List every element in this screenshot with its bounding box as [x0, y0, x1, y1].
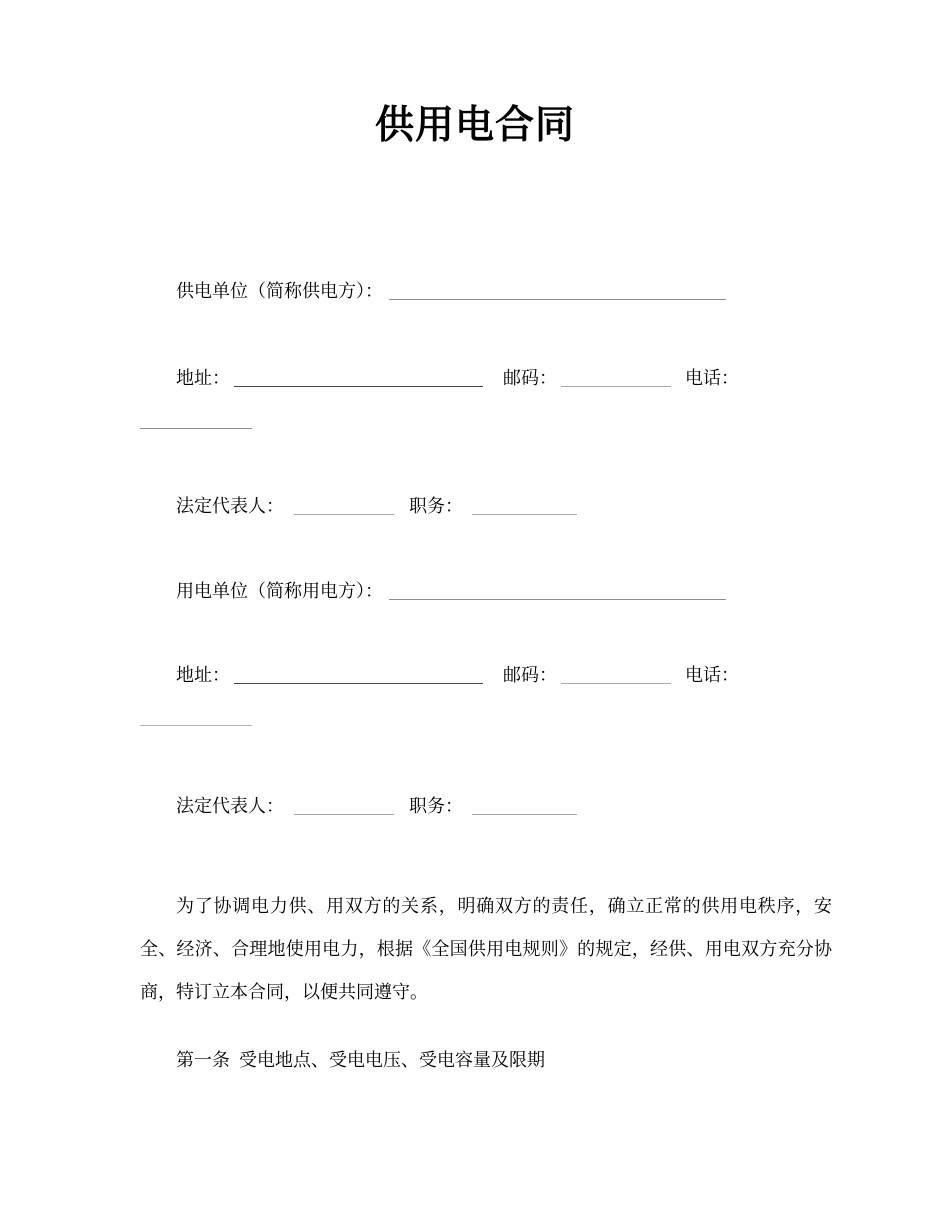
supplier-phone-blank — [140, 414, 252, 429]
supplier-postcode-label: 邮码： — [503, 368, 557, 388]
supplier-postcode-blank — [561, 372, 671, 387]
consumer-legal-rep-row — [140, 785, 832, 828]
consumer-position-label: 职务： — [409, 796, 463, 816]
consumer-unit-row — [140, 570, 832, 613]
supplier-address-blank — [234, 372, 483, 387]
supplier-position-label: 职务： — [409, 496, 463, 516]
supplier-phone-label: 电话： — [685, 368, 739, 388]
consumer-address-label: 地址： — [176, 665, 230, 685]
supplier-phone-blank-row — [140, 399, 832, 442]
clause1-title: 受电地点、受电电压、受电容量及限期 — [239, 1050, 545, 1070]
supplier-address-row — [140, 357, 832, 400]
consumer-phone-blank — [140, 711, 252, 726]
consumer-postcode-blank — [561, 669, 671, 684]
supplier-address-label: 地址： — [176, 368, 230, 388]
consumer-legal-rep-blank — [294, 800, 394, 815]
supplier-legal-rep-blank — [294, 500, 394, 515]
consumer-unit-blank — [389, 585, 726, 600]
clause1-heading — [140, 1039, 832, 1082]
supplier-unit-row — [140, 270, 832, 313]
clause1-number: 第一条 — [176, 1050, 230, 1070]
consumer-legal-rep-label: 法定代表人： — [176, 796, 284, 816]
consumer-phone-label: 电话： — [685, 665, 739, 685]
consumer-address-row — [140, 654, 832, 697]
supplier-unit-label: 供电单位（简称供电方）： — [176, 281, 383, 301]
supplier-legal-rep-row — [140, 485, 832, 528]
consumer-position-blank — [472, 800, 577, 815]
consumer-phone-blank-row — [140, 696, 832, 739]
document-title: 供用电合同 — [374, 104, 575, 147]
consumer-unit-label: 用电单位（简称用电方）： — [176, 581, 383, 601]
supplier-unit-blank — [389, 285, 726, 300]
consumer-address-blank — [234, 669, 483, 684]
supplier-legal-rep-label: 法定代表人： — [176, 496, 284, 516]
preamble-paragraph: 为了协调电力供、用双方的关系，明确双方的责任，确立正常的供用电秩序，安全、经济、合理地使用电力，根据《全国供用电规则》的规定，经供、用电双方充分协商，特订立本合同，以便共同遵守。 — [140, 896, 832, 1002]
supplier-position-blank — [472, 500, 577, 515]
consumer-postcode-label: 邮码： — [503, 665, 557, 685]
